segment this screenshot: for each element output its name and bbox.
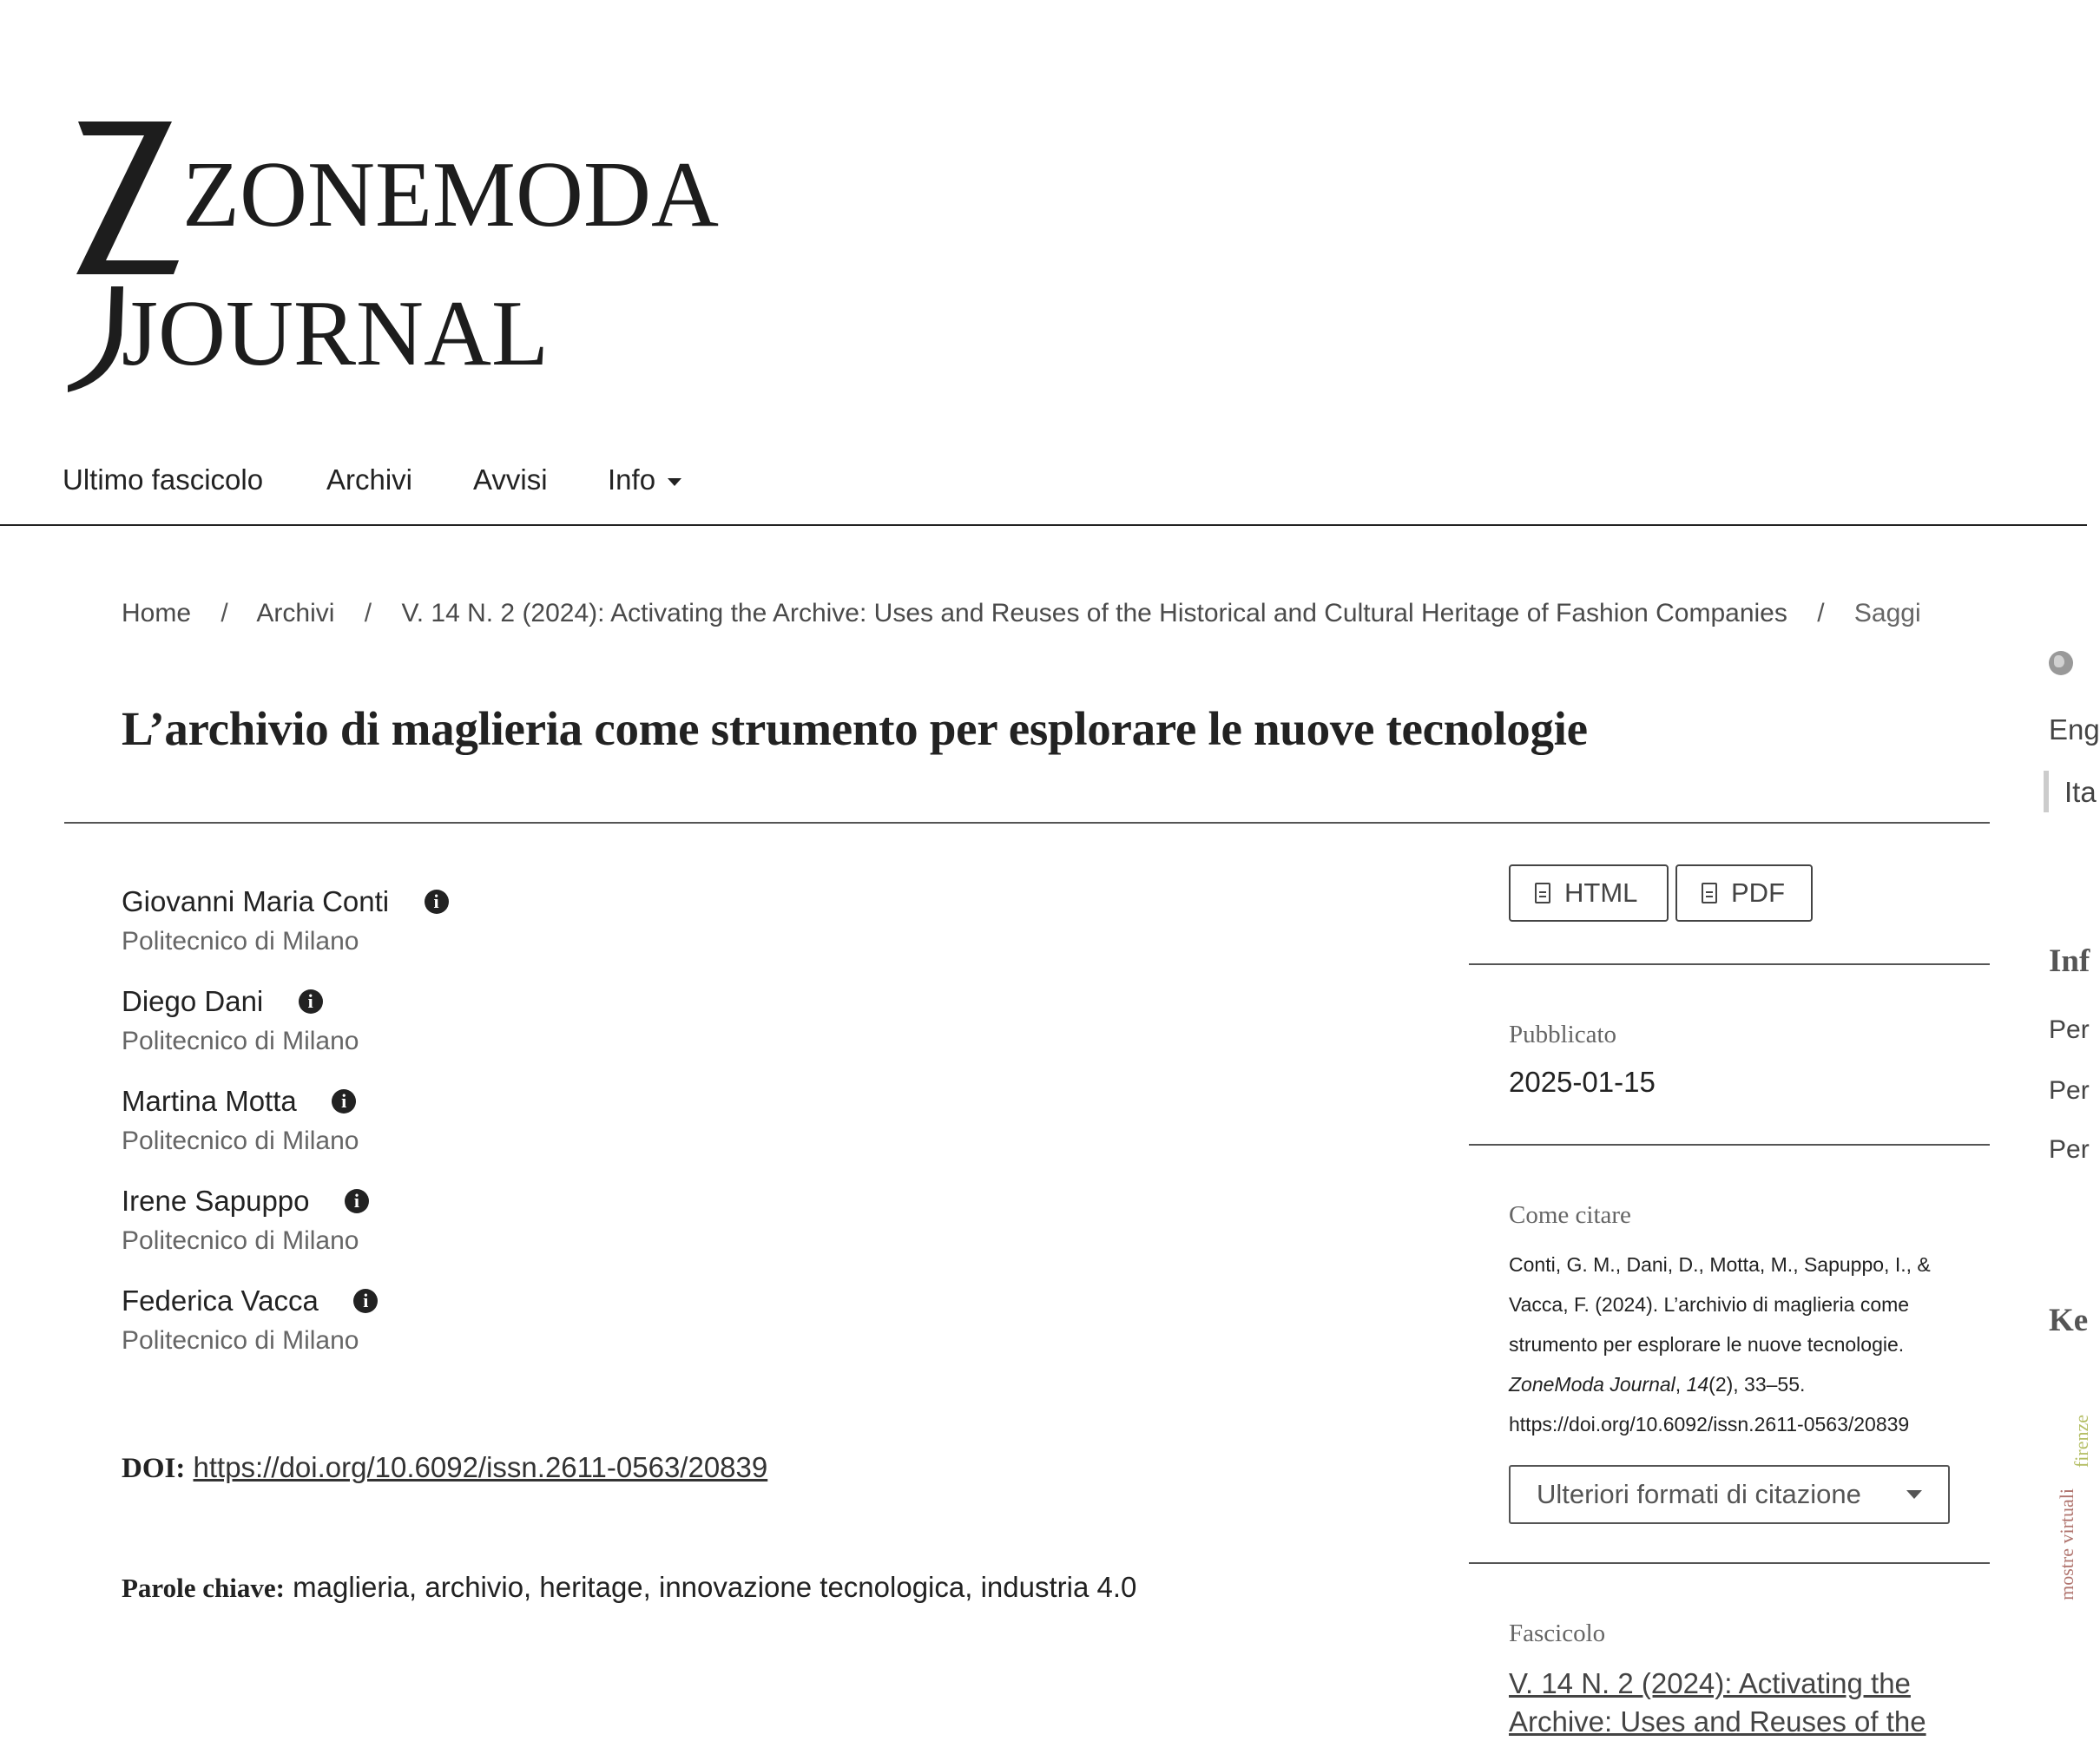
sidebar-info-link[interactable]: Per (2049, 1015, 2090, 1044)
language-current-indicator (2044, 771, 2049, 812)
breadcrumb-archivi[interactable]: Archivi (256, 599, 335, 627)
issue-link-text: V. 14 N. 2 (2024): Activating the Archive: Uses and Reuses of the (1509, 1667, 1926, 1738)
author-item (122, 1284, 990, 1384)
author-list (122, 885, 990, 1384)
sidebar-info-link[interactable]: Per (2049, 1135, 2090, 1164)
pdf-galley-button[interactable] (1675, 864, 1813, 922)
keywords-label: Parole chiave: (122, 1573, 285, 1603)
citation-formats-dropdown[interactable] (1509, 1465, 1950, 1524)
author-affiliation: Politecnico di Milano (122, 1326, 359, 1355)
breadcrumb-separator: / (364, 599, 372, 627)
virtual-exhibitions-banner[interactable]: firenze (2070, 1415, 2092, 1468)
sidebar-keywords-heading: Ke (2049, 1303, 2089, 1338)
author-item (122, 1085, 990, 1185)
doi-link[interactable]: https://doi.org/10.6092/issn.2611-0563/20839 (193, 1451, 768, 1483)
info-icon[interactable]: i (425, 890, 449, 914)
author-affiliation: Politecnico di Milano (122, 927, 359, 956)
citation-text (1509, 1245, 1960, 1444)
breadcrumb-separator: / (221, 599, 228, 627)
language-english[interactable]: Eng (2049, 713, 2100, 746)
pdf-galley-label: PDF (1731, 877, 1785, 908)
author-name: Federica Vacca (122, 1284, 319, 1317)
html-galley-button[interactable] (1509, 864, 1669, 922)
citation-formats-label: Ulteriori formati di citazione (1537, 1479, 1861, 1509)
page-title: L’archivio di maglieria come strumento per esplorare le nuove tecnologie (122, 702, 1588, 755)
details-divider (1469, 963, 1990, 965)
sidebar-info-link[interactable]: Per (2049, 1076, 2090, 1105)
citation-journal: ZoneModa Journal (1509, 1373, 1675, 1396)
logo-text-line2: JOURNAL (122, 282, 550, 385)
chevron-down-icon (1906, 1490, 1922, 1499)
cite-label: Come citare (1509, 1201, 1631, 1229)
globe-icon (2049, 651, 2073, 675)
breadcrumb-issue[interactable]: V. 14 N. 2 (2024): Activating the Archive: Uses and Reuses of the Historical and Cultural Heritage of Fashion Companies (401, 599, 1787, 627)
html-galley-label: HTML (1564, 877, 1638, 908)
breadcrumb-current: Saggi (1853, 599, 1921, 627)
breadcrumb (122, 599, 1921, 628)
nav-info[interactable] (608, 463, 681, 496)
author-affiliation: Politecnico di Milano (122, 1027, 359, 1055)
published-label: Pubblicato (1509, 1021, 1617, 1048)
citation-part1: Conti, G. M., Dani, D., Motta, M., Sapuppo, I., & Vacca, F. (2024). L’archivio di maglieria come strumento per esplorare le nuove tecnologie. (1509, 1253, 1931, 1356)
issue-label: Fascicolo (1509, 1619, 1606, 1647)
info-icon[interactable]: i (299, 989, 323, 1014)
author-item (122, 985, 990, 1085)
chevron-down-icon (668, 478, 681, 486)
language-italiano[interactable]: Ita (2064, 776, 2097, 808)
author-name: Giovanni Maria Conti (122, 885, 390, 917)
author-name: Irene Sapuppo (122, 1185, 310, 1217)
nav-archivi[interactable]: Archivi (326, 463, 413, 496)
doi-label: DOI: (122, 1453, 186, 1484)
info-icon[interactable]: i (353, 1289, 378, 1313)
logo-text-line1: ZONEMODA (182, 143, 719, 246)
author-name: Martina Motta (122, 1085, 297, 1117)
published-date: 2025-01-15 (1509, 1066, 1656, 1098)
title-divider (64, 822, 1990, 824)
keywords (122, 1571, 1136, 1604)
doi (122, 1451, 767, 1485)
author-name: Diego Dani (122, 985, 264, 1017)
details-divider (1469, 1144, 1990, 1146)
info-icon[interactable]: i (332, 1089, 356, 1114)
journal-logo[interactable] (61, 104, 877, 391)
sidebar-info-heading: Inf (2049, 943, 2090, 979)
citation-part2: (2), 33–55. https://doi.org/10.6092/issn.2611-0563/20839 (1509, 1373, 1910, 1436)
logo-image (61, 104, 877, 391)
author-affiliation: Politecnico di Milano (122, 1226, 359, 1255)
file-pdf-icon (1702, 883, 1717, 903)
author-item (122, 1185, 990, 1284)
keywords-value: maglieria, archivio, heritage, innovazione tecnologica, industria 4.0 (293, 1571, 1137, 1603)
breadcrumb-separator: / (1817, 599, 1825, 627)
nav-avvisi[interactable]: Avvisi (473, 463, 548, 496)
breadcrumb-home[interactable]: Home (122, 599, 192, 627)
virtual-exhibitions-text[interactable]: mostre virtuali (2056, 1488, 2077, 1600)
author-item (122, 885, 990, 985)
citation-volume: 14 (1686, 1373, 1709, 1396)
author-affiliation: Politecnico di Milano (122, 1127, 359, 1155)
info-icon[interactable]: i (345, 1189, 369, 1213)
issue-link[interactable] (1509, 1665, 1960, 1741)
nav-ultimo-fascicolo[interactable]: Ultimo fascicolo (63, 463, 264, 496)
nav-info-label: Info (608, 463, 656, 496)
file-text-icon (1535, 883, 1550, 903)
details-divider (1469, 1562, 1990, 1564)
main-nav (0, 451, 2087, 526)
citation-comma: , (1675, 1373, 1687, 1396)
